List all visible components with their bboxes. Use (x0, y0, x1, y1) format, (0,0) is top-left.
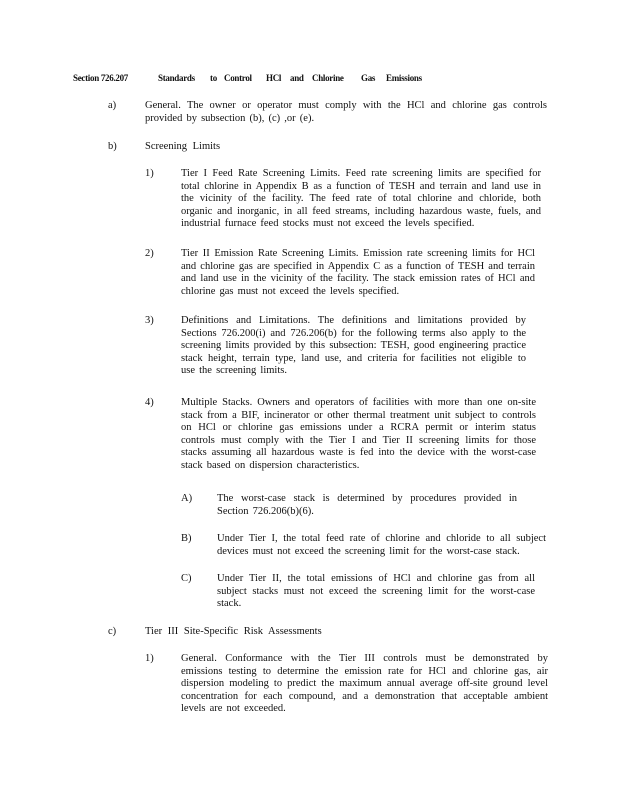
item-label-c1: 1) (145, 653, 154, 664)
header-word: Gas (361, 73, 376, 83)
item-a-text: General. The owner or operator must comply with the HCl and chlorine gas controls provided by subsection (b), (c) ,or (e). (145, 100, 547, 124)
header-word: and (290, 73, 304, 83)
item-b4a-text: The worst-case stack is determined by procedures provided in Section 726.206(b)(6). (217, 493, 517, 517)
item-label-c: c) (108, 626, 117, 637)
item-b4b-text: Under Tier I, the total feed rate of chlorine and chloride to all subject devices must not exceed the screening limit for the worst-case stack. (217, 533, 546, 557)
item-label-b4: 4) (145, 397, 154, 408)
item-label-a: a) (108, 100, 117, 111)
item-label-b4c: C) (181, 573, 192, 584)
header-word: HCl (266, 73, 282, 83)
section-header (73, 73, 553, 87)
header-word: Standards (158, 73, 195, 83)
item-b3-text: Definitions and Limitations. The definitions and limitations provided by Sections 726.200(i) and 726.206(b) for the following terms also apply to the screening limits provided by this subsection: TESH, good engineering practice stack height, terrain type, land use, and criteria for facilities not eligible to use the screening limits. (181, 315, 526, 376)
item-label-b3: 3) (145, 315, 154, 326)
item-b1-text: Tier I Feed Rate Screening Limits. Feed rate screening limits are specified for total chlorine in Appendix B as a function of TESH and terrain and land use in the vicinity of the facility. The feed rate of total chlorine and chloride, both organic and inorganic, in all feed streams, including hazardous waste, fuels, and industrial furnace feed stocks must not exceed the levels specified. (181, 168, 541, 229)
item-label-b4b: B) (181, 533, 192, 544)
item-b-heading: Screening Limits (145, 141, 221, 152)
header-word: Chlorine (312, 73, 344, 83)
item-label-b: b) (108, 141, 117, 152)
item-c-heading: Tier III Site-Specific Risk Assessments (145, 626, 322, 637)
item-label-b4a: A) (181, 493, 193, 504)
item-b2-text: Tier II Emission Rate Screening Limits. Emission rate screening limits for HCl and chlorine gas are specified in Appendix C as a function of TESH and terrain and land use in the vicinity of the facility. The stack emission rates of HCl and chlorine gas must not exceed the levels specified. (181, 248, 535, 297)
header-word: Emissions (386, 73, 422, 83)
header-word: Control (224, 73, 252, 83)
item-b4-text: Multiple Stacks. Owners and operators of facilities with more than one on-site stack from a BIF, incinerator or other thermal treatment unit subject to controls on HCl or chlorine gas emissions under a RCRA permit or interim status controls must comply with the Tier I and Tier II screening limits for those stacks assuming all hazardous waste is fed into the device with the worst-case stack based on dispersion characteristics. (181, 397, 536, 471)
item-c1-text: General. Conformance with the Tier III controls must be demonstrated by emissions testing to determine the emission rate for HCl and chlorine gas, air dispersion modeling to predict the maximum annual average off-site ground level concentration for each compound, and a demonstration that acceptable ambient levels are not exceeded. (181, 653, 548, 714)
item-label-b2: 2) (145, 248, 154, 259)
header-word: to (210, 73, 217, 83)
section-number: Section 726.207 (73, 73, 128, 83)
item-b4c-text: Under Tier II, the total emissions of HCl and chlorine gas from all subject stacks must not exceed the screening limit for the worst-case stack. (217, 573, 535, 609)
item-label-b1: 1) (145, 168, 154, 179)
